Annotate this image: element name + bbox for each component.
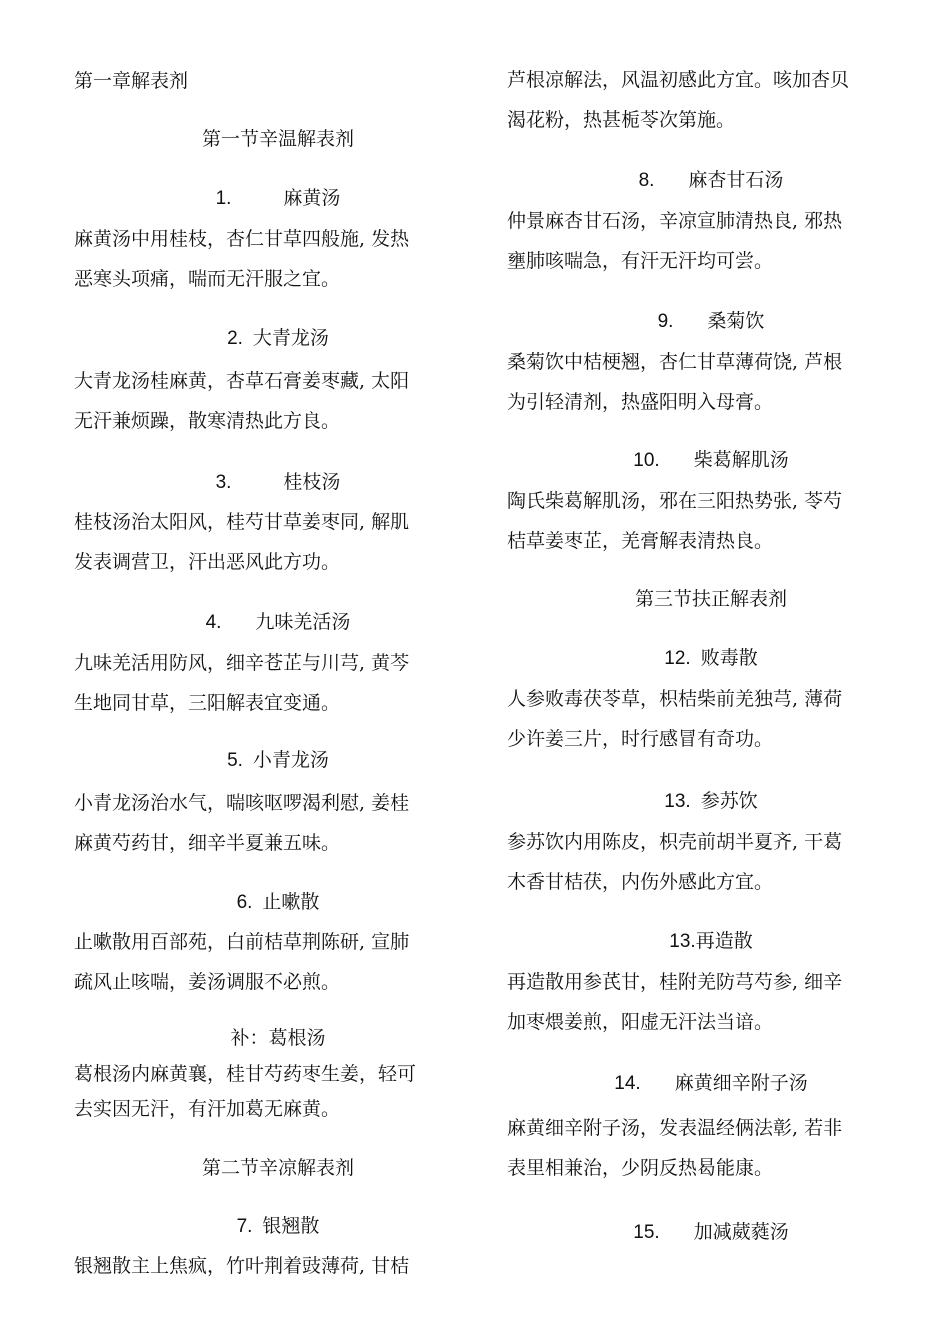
formula-number: 13.	[669, 931, 696, 952]
section-title-3: 第三节扶正解表剂	[634, 588, 787, 610]
section-title-2: 第二节辛凉解表剂	[201, 1157, 354, 1179]
formula-name: 桑菊饮	[707, 310, 765, 332]
formula-number: 6.	[236, 892, 253, 913]
formula-heading-10	[507, 445, 915, 472]
formula-heading-6	[74, 887, 482, 914]
formula-heading-5	[74, 745, 482, 772]
formula-verse-4: 九味羌活用防风，细辛苍芷与川芎, 黄芩 生地同甘草，三阳解表宜变通。	[74, 652, 410, 714]
formula-verse-7-continued: 芦根凉解法，风温初感此方宜。咳加杏贝 渴花粉，热甚栀苓次第施。	[507, 69, 850, 131]
formula-number: 3.	[215, 472, 232, 493]
chapter-title: 第一章解表剂	[74, 70, 189, 92]
formula-verse-14: 麻黄细辛附子汤，发表温经俩法彰, 若非 表里相兼治，少阴反热曷能康。	[507, 1117, 843, 1179]
formula-heading-8	[507, 165, 915, 192]
formula-verse-5: 小青龙汤治水气，喘咳呕啰渴利慰, 姜桂 麻黄芍药甘，细辛半夏兼五味。	[74, 792, 410, 854]
formula-heading-1	[74, 183, 482, 210]
formula-number: 10.	[633, 450, 660, 471]
formula-heading-3	[74, 467, 482, 494]
formula-name: 麻黄细辛附子汤	[674, 1072, 808, 1094]
formula-heading-12	[507, 643, 915, 670]
formula-number: 9.	[657, 311, 674, 332]
formula-name: 小青龙汤	[252, 749, 329, 771]
formula-name: 参苏饮	[700, 790, 758, 812]
formula-verse-6: 止嗽散用百部苑，白前桔草荆陈研, 宣肺 疏风止咳喘，姜汤调服不必煎。	[74, 931, 410, 993]
supplement-heading: 补：葛根汤	[230, 1027, 326, 1049]
formula-verse-13b: 再造散用参芪甘，桂附羌防芎芍参, 细辛 加枣煨姜煎，阳虚无汗法当谙。	[507, 971, 843, 1033]
formula-verse-13a: 参苏饮内用陈皮，枳壳前胡半夏齐, 干葛 木香甘桔茯，内伤外感此方宜。	[507, 831, 843, 893]
formula-number: 14.	[614, 1073, 641, 1094]
formula-number: 1.	[215, 188, 232, 209]
formula-verse-2: 大青龙汤桂麻黄，杏草石膏姜枣藏, 太阳 无汗兼烦躁，散寒清热此方良。	[74, 370, 410, 432]
formula-name: 银翘散	[262, 1215, 320, 1237]
formula-name: 止嗽散	[262, 891, 320, 913]
formula-heading-9	[507, 306, 915, 333]
formula-number: 15.	[633, 1222, 660, 1243]
formula-name: 加减葳蕤汤	[693, 1221, 789, 1243]
section-title-1: 第一节辛温解表剂	[201, 128, 354, 150]
formula-verse-9: 桑菊饮中桔梗翘，杏仁甘草薄荷饶, 芦根 为引轻清剂，热盛阳明入母膏。	[507, 351, 843, 413]
formula-verse-3: 桂枝汤治太阳风，桂芍甘草姜枣同, 解肌 发表调营卫，汗出恶风此方功。	[74, 511, 410, 573]
formula-name: 柴葛解肌汤	[693, 449, 789, 471]
formula-name: 败毒散	[700, 647, 758, 669]
formula-number: 12.	[664, 648, 691, 669]
formula-number: 4.	[205, 612, 222, 633]
formula-heading-14	[507, 1068, 915, 1095]
formula-name: 麻黄汤	[283, 187, 341, 209]
formula-name: 大青龙汤	[252, 327, 329, 349]
formula-number: 2.	[227, 328, 243, 349]
supplement-verse: 葛根汤内麻黄襄，桂甘芍药枣生姜，轻可 去实因无汗，有汗加葛无麻黄。	[74, 1063, 417, 1120]
formula-heading-4	[74, 607, 482, 634]
formula-number: 5.	[227, 750, 243, 771]
formula-heading-7	[74, 1211, 482, 1238]
formula-heading-15	[507, 1217, 915, 1244]
formula-name: 麻杏甘石汤	[688, 169, 784, 191]
formula-name: 桂枝汤	[283, 471, 341, 493]
formula-verse-1: 麻黄汤中用桂枝，杏仁甘草四般施, 发热 恶寒头项痛，喘而无汗服之宜。	[74, 228, 410, 290]
formula-heading-13b	[507, 926, 915, 953]
formula-verse-10: 陶氏柴葛解肌汤，邪在三阳热势张, 苓芍 桔草姜枣芷，羌膏解表清热良。	[507, 490, 843, 552]
formula-verse-8: 仲景麻杏甘石汤，辛凉宣肺清热良, 邪热 壅肺咳喘急，有汗无汗均可尝。	[507, 210, 843, 272]
formula-verse-7: 银翘散主上焦疯，竹叶荆着豉薄荷, 甘桔	[74, 1255, 410, 1277]
formula-number: 13.	[664, 791, 691, 812]
formula-heading-13a	[507, 786, 915, 813]
formula-number: 8.	[638, 170, 655, 191]
formula-name: 九味羌活汤	[255, 611, 351, 633]
formula-name: 再造散	[695, 930, 753, 952]
formula-number: 7.	[236, 1216, 253, 1237]
formula-heading-2	[74, 323, 482, 350]
formula-verse-12: 人参败毒茯苓草，枳桔柴前羌独芎, 薄荷 少许姜三片，时行感冒有奇功。	[507, 688, 843, 750]
